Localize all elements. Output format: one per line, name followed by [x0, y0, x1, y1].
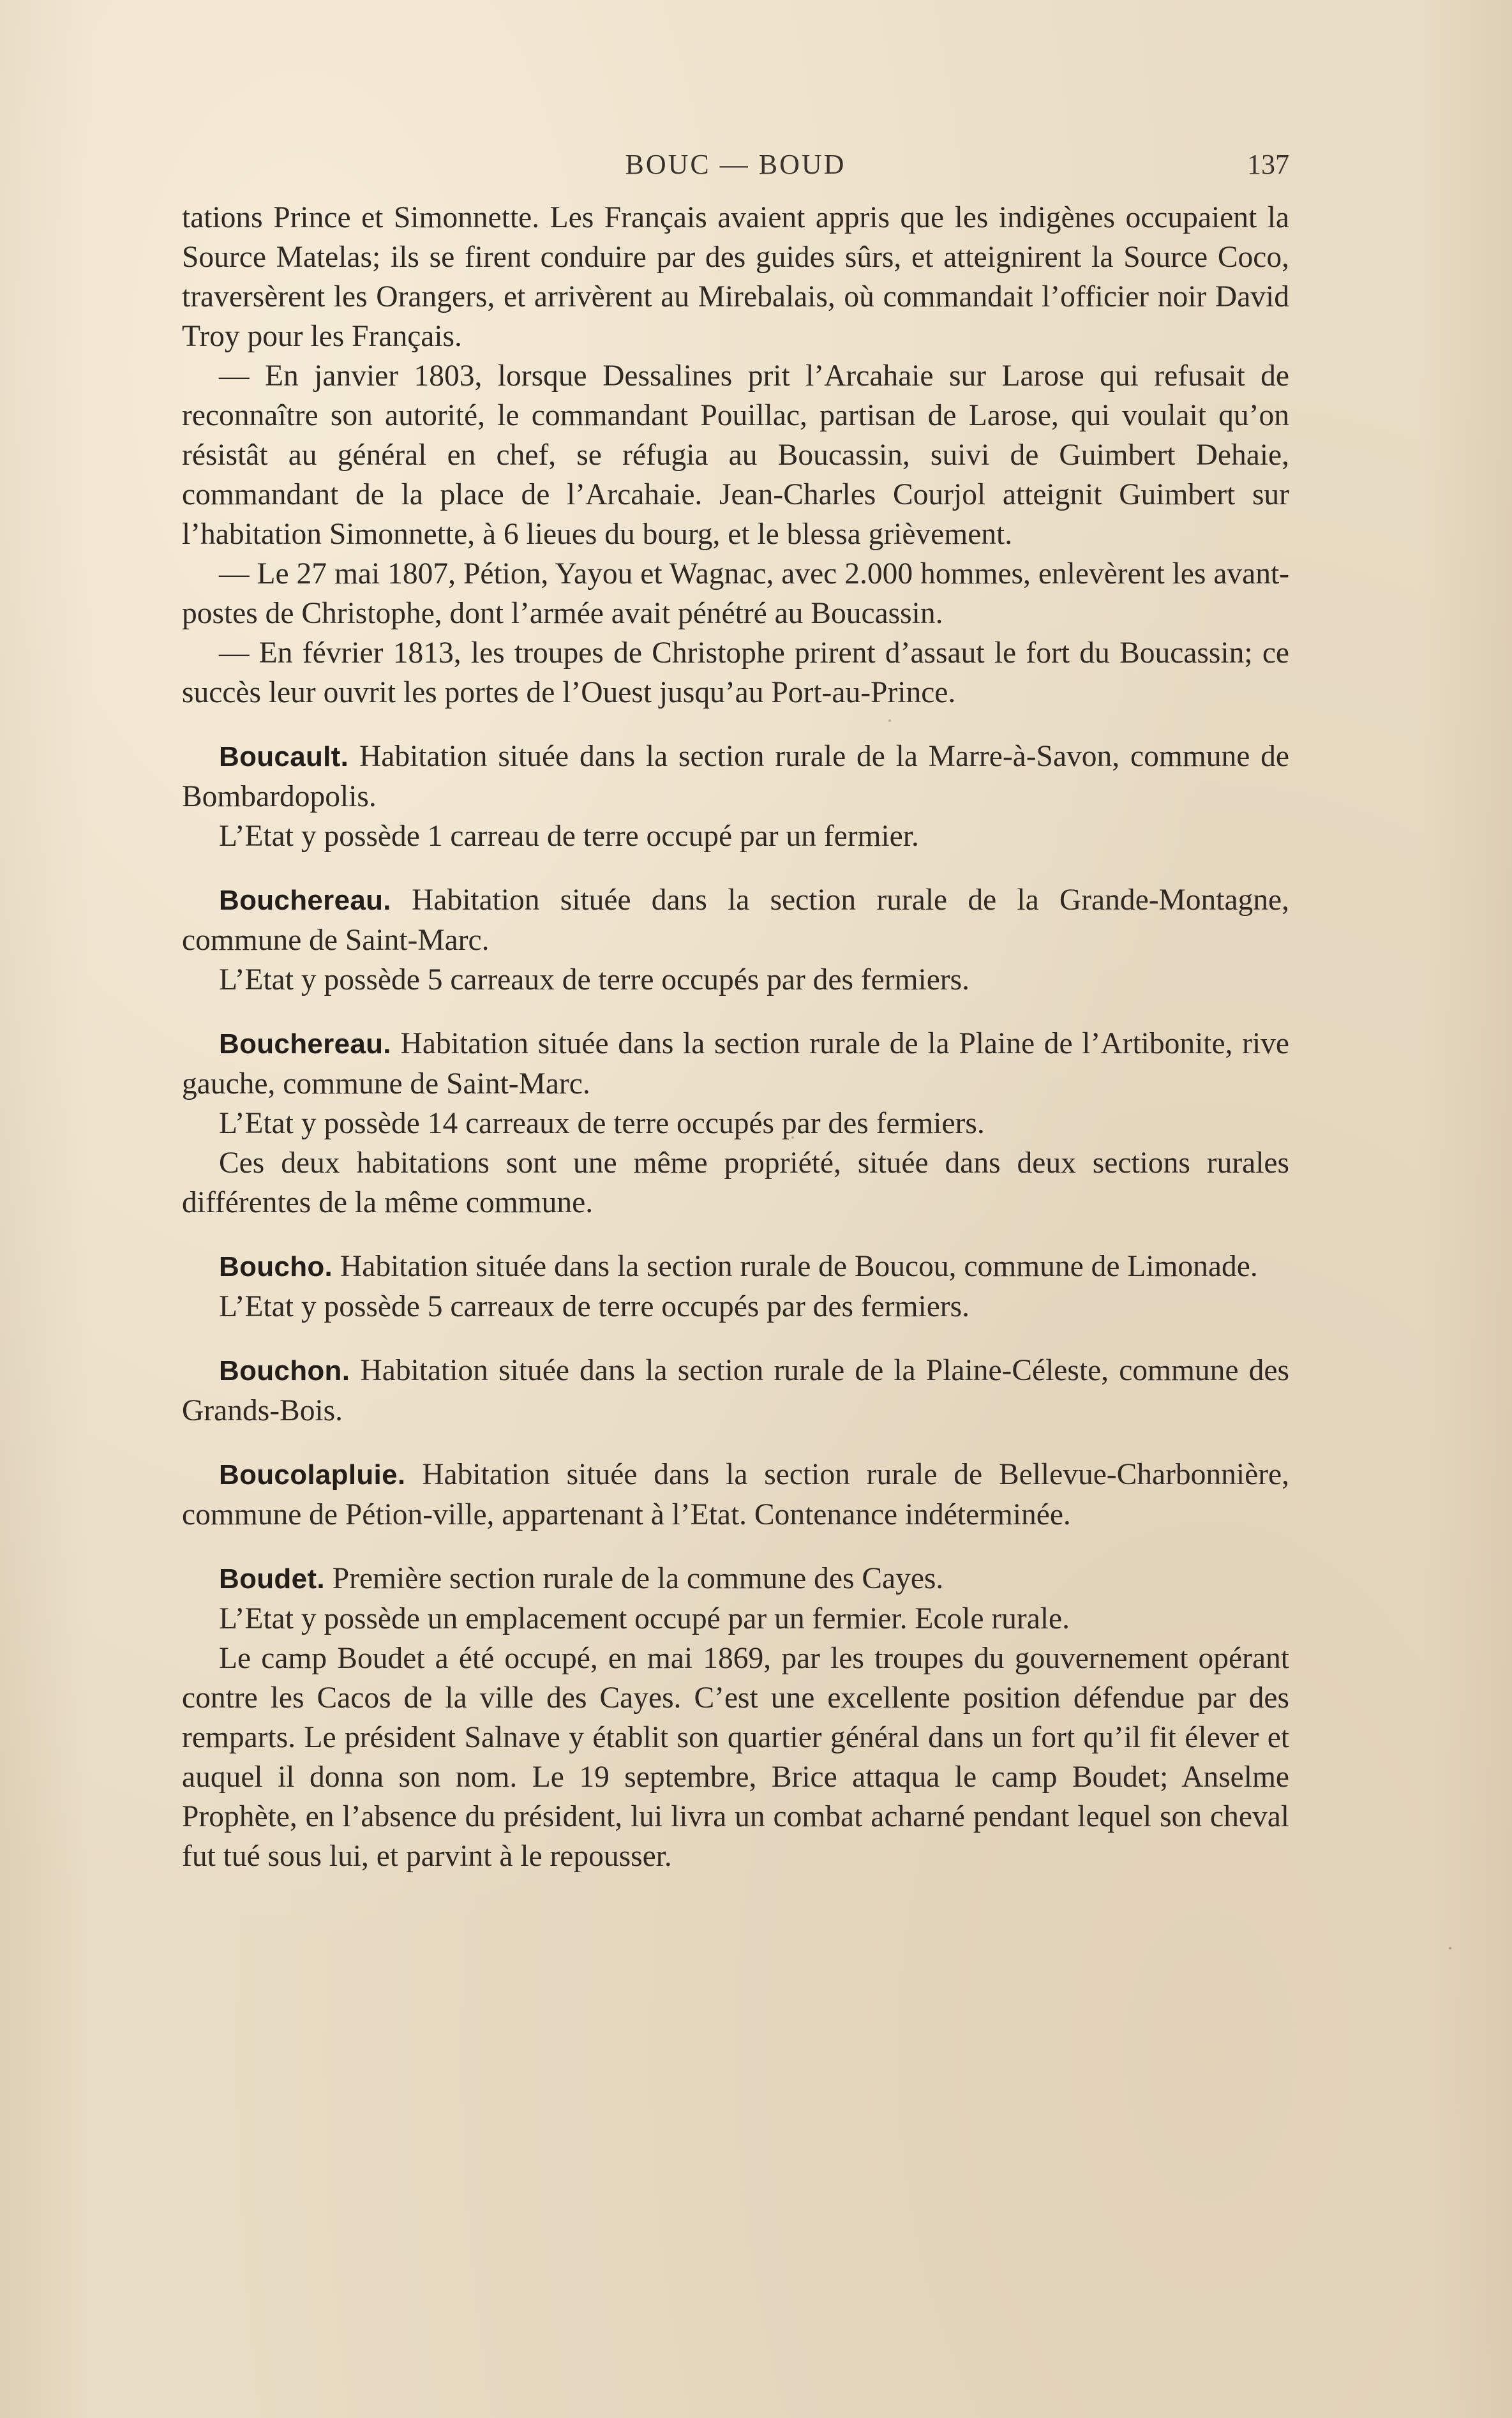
entry-bouchon	[182, 1351, 1289, 1431]
page	[182, 148, 1289, 1876]
paragraph-text: Ces deux habitations sont une même propriété, située dans deux sections rurales différentes de la même commune.	[182, 1146, 1289, 1219]
paragraph-text: L’Etat y possède 1 carreau de terre occupé par un fermier.	[219, 820, 919, 853]
paragraph-bouchereau-2-note	[182, 1104, 1289, 1143]
paragraph-text: L’Etat y possède 5 carreaux de terre occupés par des fermiers.	[219, 1290, 969, 1323]
paragraph-text: — Le 27 mai 1807, Pétion, Yayou et Wagnac, avec 2.000 hommes, enlevèrent les avant-postes de Christophe, dont l’armée avait pénétré au Boucassin.	[182, 557, 1289, 630]
paragraph-3	[182, 554, 1289, 633]
paragraph-boucault-note	[182, 816, 1289, 856]
entry-text: Habitation située dans la section rurale de la Plaine-Céleste, commune des Grands-Bois.	[182, 1354, 1289, 1427]
entry-boucho	[182, 1247, 1289, 1287]
paragraph-boudet-note	[182, 1599, 1289, 1639]
running-head	[182, 148, 1289, 193]
entry-headword: Bouchon.	[219, 1355, 350, 1386]
entry-bouchereau-2	[182, 1024, 1289, 1104]
entry-headword: Boucault.	[219, 741, 349, 772]
paragraph-text: — En février 1813, les troupes de Christophe prirent d’assaut le fort du Boucassin; ce succès leur ouvrit les portes de l’Ouest jusqu’au Port-au-Prince.	[182, 636, 1289, 709]
paragraph-2	[182, 356, 1289, 554]
entry-boucault	[182, 737, 1289, 816]
page-number: 137	[1247, 149, 1289, 180]
paragraph-text: tations Prince et Simonnette. Les Français avaient appris que les indigènes occupaient la Source Matelas; ils se firent conduire par des guides sûrs, et atteignirent la Source Coco, traversèrent les Orangers, et arrivèrent au Mirebalais, où commandait l’officier noir David Troy pour les Français.	[182, 201, 1289, 353]
paper-speck	[888, 719, 891, 722]
paragraph-text: Le camp Boudet a été occupé, en mai 1869, par les troupes du gouvernement opérant contre les Cacos de la ville des Cayes. C’est une excellente position défendue par des remparts. Le président Salnave y établit son quartier général dans un fort qu’il fit élever et auquel il donna son nom. Le 19 septembre, Brice attaqua le camp Boudet; Anselme Prophète, en l’absence du président, lui livra un combat acharné pendant lequel son cheval fut tué sous lui, et parvint à le repousser.	[182, 1642, 1289, 1873]
paragraph-boucho-note	[182, 1287, 1289, 1326]
paragraph-text: L’Etat y possède 5 carreaux de terre occupés par des fermiers.	[219, 963, 969, 996]
entry-headword: Bouchereau.	[219, 1028, 391, 1060]
paragraph-boudet-history	[182, 1639, 1289, 1876]
paragraph-text: L’Etat y possède 14 carreaux de terre occupés par des fermiers.	[219, 1107, 985, 1140]
paragraph-1	[182, 198, 1289, 356]
entry-headword: Boudet.	[219, 1563, 325, 1595]
paper-speck	[1449, 1947, 1451, 1949]
entry-headword: Bouchereau.	[219, 885, 391, 916]
paragraph-text: L’Etat y possède un emplacement occupé par un fermier. Ecole rurale.	[219, 1602, 1070, 1635]
entry-text: Habitation située dans la section rurale de Boucou, commune de Limonade.	[333, 1250, 1258, 1283]
entry-boucolapluie	[182, 1455, 1289, 1535]
running-title: BOUC — BOUD	[625, 149, 846, 180]
entry-bouchereau-1	[182, 880, 1289, 960]
entry-headword: Boucho.	[219, 1251, 333, 1282]
paragraph-bouchereau-2-note-2	[182, 1143, 1289, 1222]
entry-text: Habitation située dans la section rurale de la Grande-Montagne, commune de Saint-Marc.	[182, 883, 1289, 957]
body-text	[182, 198, 1289, 1876]
paragraph-text: — En janvier 1803, lorsque Dessalines prit l’Arcahaie sur Larose qui refusait de reconnaître son autorité, le commandant Pouillac, partisan de Larose, qui voulait qu’on résistât au général en chef, se réfugia au Boucassin, suivi de Guimbert Dehaie, commandant de la place de l’Arcahaie. Jean-Charles Courjol atteignit Guimbert sur l’habitation Simonnette, à 6 lieues du bourg, et le blessa grièvement.	[182, 359, 1289, 551]
paper-speck	[791, 1136, 794, 1139]
entry-text: Habitation située dans la section rurale de Bellevue-Charbonnière, commune de Pétion-ville, appartenant à l’Etat. Contenance indéterminée.	[182, 1458, 1289, 1531]
entry-boudet	[182, 1559, 1289, 1599]
entry-text: Habitation située dans la section rurale de la Plaine de l’Artibonite, rive gauche, commune de Saint-Marc.	[182, 1027, 1289, 1100]
entry-text: Première section rurale de la commune des Cayes.	[324, 1562, 944, 1595]
entry-text: Habitation située dans la section rurale de la Marre-à-Savon, commune de Bombardopolis.	[182, 740, 1289, 813]
paragraph-bouchereau-1-note	[182, 960, 1289, 1000]
entry-headword: Boucolapluie.	[219, 1459, 406, 1491]
paragraph-4	[182, 633, 1289, 712]
